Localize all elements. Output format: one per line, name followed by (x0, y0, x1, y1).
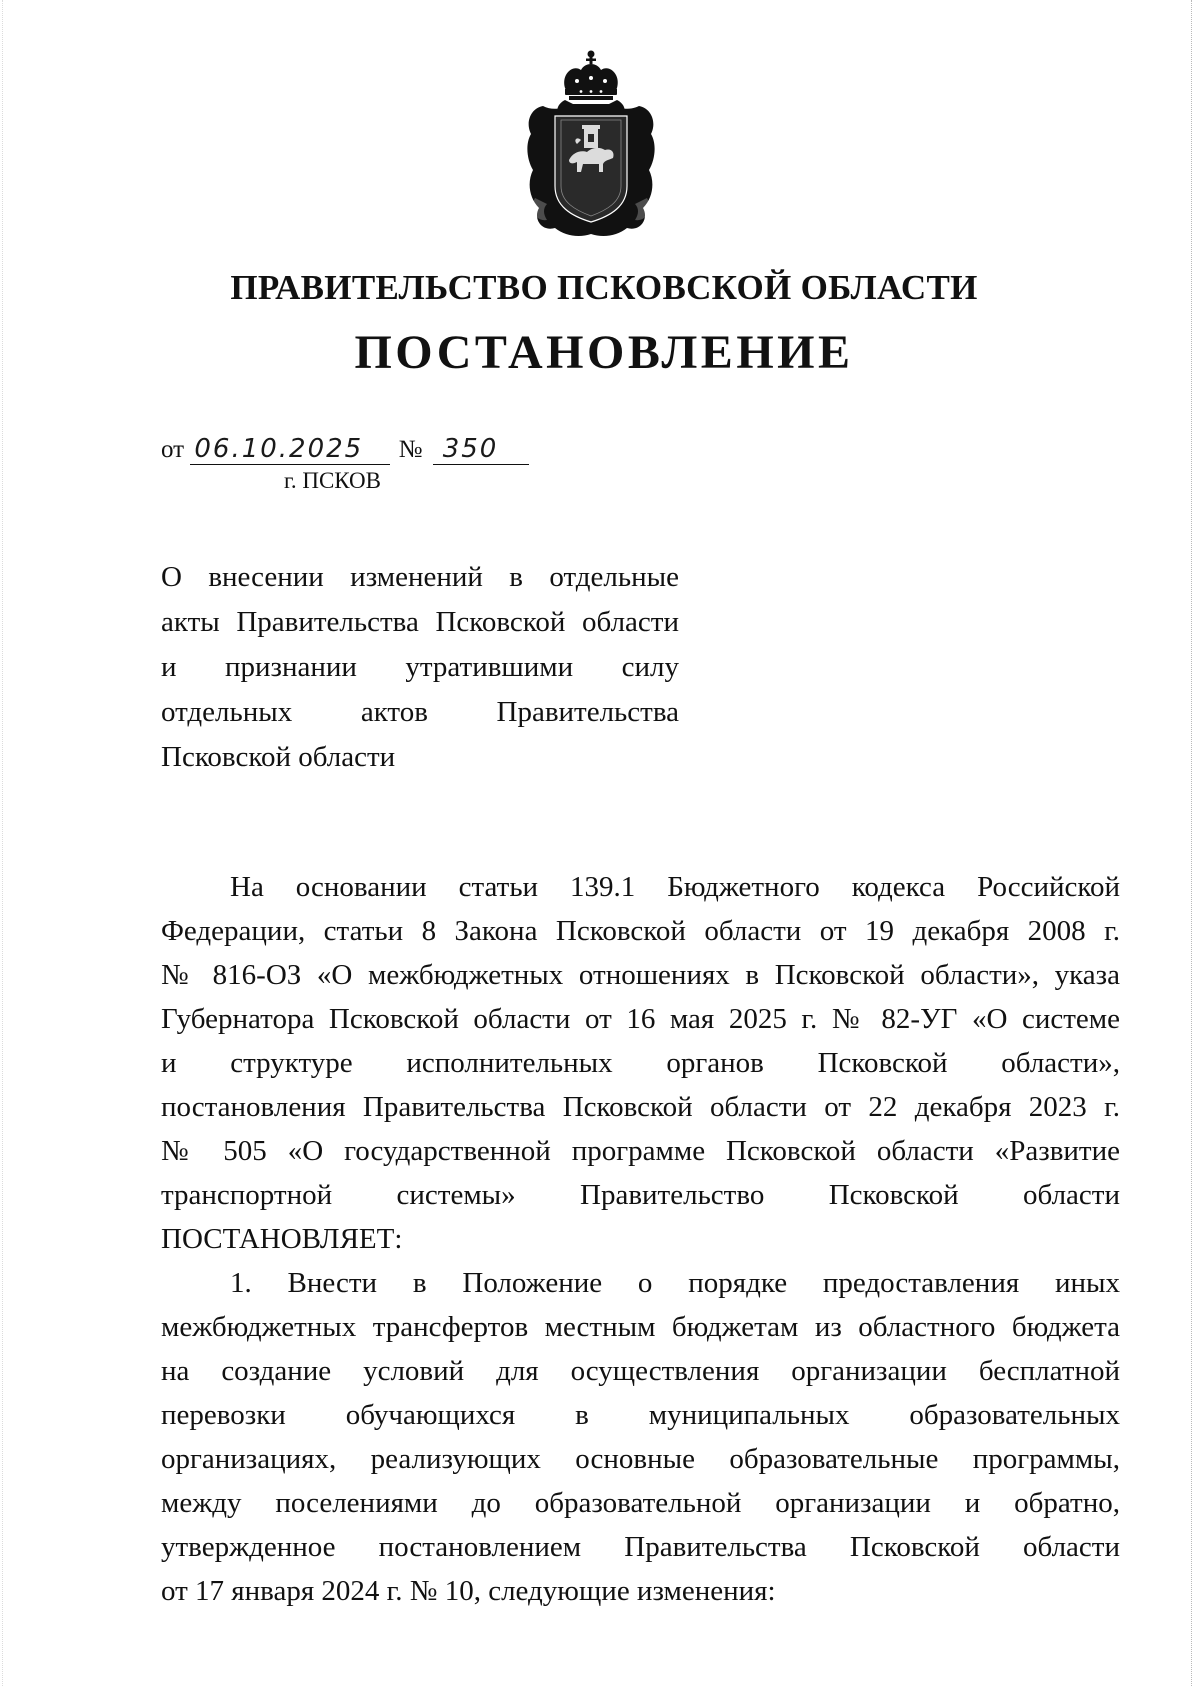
title-line: и признании утратившими силу (161, 651, 679, 683)
body-line: На основании статьи 139.1 Бюджетного кодекса Российской (230, 871, 1120, 903)
title-line: отдельных актов Правительства (161, 696, 679, 728)
government-name: ПРАВИТЕЛЬСТВО ПСКОВСКОЙ ОБЛАСТИ (230, 268, 978, 307)
number-sign: № (398, 436, 423, 463)
title-line: Псковской области (161, 741, 396, 773)
document-number: 350 (433, 434, 529, 465)
title-line: О внесении изменений в отдельные (161, 561, 679, 593)
date-prefix: от (161, 436, 185, 463)
body-line: постановления Правительства Псковской области от 22 декабря 2023 г. (161, 1091, 1120, 1123)
body-line: Губернатора Псковской области от 16 мая 2025 г. № 82-УГ «О системе (161, 1003, 1120, 1035)
title-line: акты Правительства Псковской области (161, 606, 679, 638)
body-line: перевозки обучающихся в муниципальных образовательных (161, 1399, 1120, 1431)
body-line: утвержденное постановлением Правительства Псковской области (161, 1531, 1120, 1563)
coat-of-arms-emblem (521, 48, 661, 240)
body-line: № 505 «О государственной программе Псковской области «Развитие (161, 1135, 1120, 1167)
document-type-heading: ПОСТАНОВЛЕНИЕ (354, 326, 854, 379)
document-body (161, 865, 1120, 1613)
scan-edge-left (2, 0, 4, 1686)
document-date: 06.10.2025 (190, 434, 390, 465)
body-line: № 816-ОЗ «О межбюджетных отношениях в Псковской области», указа (161, 959, 1120, 991)
body-line: ПОСТАНОВЛЯЕТ: (161, 1223, 403, 1255)
body-line: между поселениями до образовательной организации и обратно, (161, 1487, 1120, 1519)
body-line: транспортной системы» Правительство Псковской области (161, 1179, 1120, 1211)
body-line: 1. Внести в Положение о порядке предоставления иных (230, 1267, 1120, 1299)
body-line: на создание условий для осуществления организации бесплатной (161, 1355, 1120, 1387)
scan-edge-right (1190, 0, 1192, 1686)
document-title (161, 555, 679, 780)
body-line: межбюджетных трансфертов местным бюджетам из областного бюджета (161, 1311, 1120, 1343)
body-line: Федерации, статьи 8 Закона Псковской области от 19 декабря 2008 г. (161, 915, 1120, 947)
document-city: г. ПСКОВ (284, 468, 382, 493)
body-line: организациях, реализующих основные образовательные программы, (161, 1443, 1120, 1475)
body-line: и структуре исполнительных органов Псковской области», (161, 1047, 1120, 1079)
body-line: от 17 января 2024 г. № 10, следующие изменения: (161, 1575, 776, 1607)
document-date-number-line (161, 434, 529, 465)
